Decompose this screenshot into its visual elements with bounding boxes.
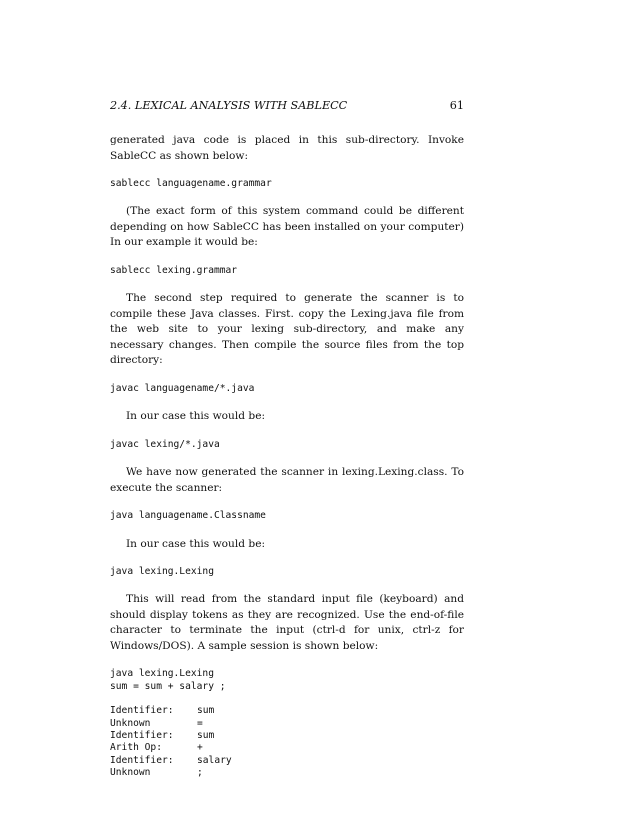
code-line: sablecc lexing.grammar bbox=[110, 264, 238, 276]
token-value: salary bbox=[197, 754, 232, 766]
section-title: 2.4. LEXICAL ANALYSIS WITH SABLECC bbox=[110, 99, 348, 112]
paragraph: generated java code is placed in this sub-directory. Invoke SableCC as shown below: bbox=[110, 134, 464, 162]
token-kind: Identifier: bbox=[110, 754, 174, 766]
token-kind: Unknown bbox=[110, 767, 151, 779]
token-row bbox=[110, 767, 464, 779]
token-kind: Identifier: bbox=[110, 705, 174, 717]
token-kind: Arith Op: bbox=[110, 742, 162, 754]
running-header bbox=[110, 99, 464, 115]
session-input: sum = sum + salary ; bbox=[110, 680, 226, 692]
token-value: sum bbox=[197, 705, 215, 717]
token-value: + bbox=[197, 742, 203, 754]
paragraph: (The exact form of this system command could be different depending on how SableCC has been installed on your computer) In our example it would be: bbox=[110, 205, 464, 249]
token-row bbox=[110, 742, 464, 754]
session-command: java lexing.Lexing bbox=[110, 668, 214, 680]
paragraph: The second step required to generate the scanner is to compile these Java classes. First. copy the Lexing.java file from the web site to your lexing sub-directory, and make any necessary changes. Then compile the source files from the top directory: bbox=[110, 292, 464, 367]
code-line: java lexing.Lexing bbox=[110, 566, 214, 578]
token-kind: Unknown bbox=[110, 717, 151, 729]
code-line: java languagename.Classname bbox=[110, 510, 266, 522]
code-line: javac languagename/*.java bbox=[110, 382, 255, 394]
paragraph: In our case this would be: bbox=[126, 537, 266, 550]
paragraph: We have now generated the scanner in lexing.Lexing.class. To execute the scanner: bbox=[110, 466, 464, 494]
token-row bbox=[110, 705, 464, 717]
sample-session bbox=[110, 668, 464, 779]
book-page bbox=[110, 99, 464, 780]
token-value: = bbox=[197, 717, 203, 729]
token-row bbox=[110, 718, 464, 730]
token-output bbox=[110, 705, 464, 779]
code-line: sablecc languagename.grammar bbox=[110, 178, 272, 189]
token-row bbox=[110, 755, 464, 767]
token-row bbox=[110, 730, 464, 742]
token-value: sum bbox=[197, 730, 215, 742]
paragraph: This will read from the standard input file (keyboard) and should display tokens as they are recognized. Use the end-of-file character to terminate the input (ctrl-d for unix, ctrl-z for Windows/DOS). A sample session is shown below: bbox=[110, 593, 464, 652]
paragraph: In our case this would be: bbox=[126, 410, 266, 423]
page-number: 61 bbox=[449, 99, 464, 112]
code-line: javac lexing/*.java bbox=[110, 438, 220, 450]
token-kind: Identifier: bbox=[110, 730, 174, 742]
token-value: ; bbox=[197, 767, 203, 779]
